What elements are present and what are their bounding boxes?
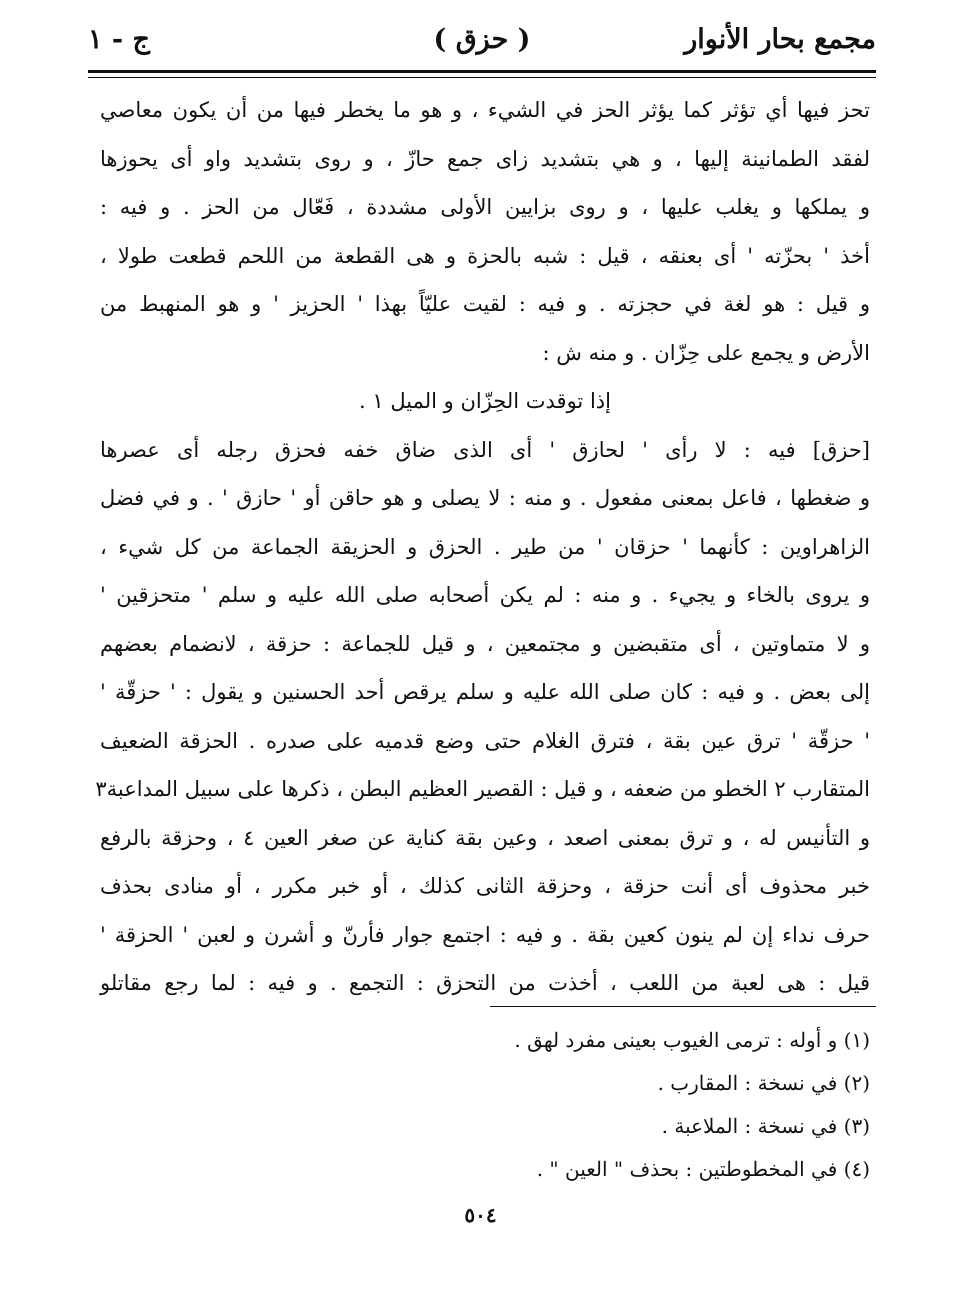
text-line: و قيل : هو لغة في حجزته . و فيه : لقيت عليّاً بهذا ' الحزيز ' و هو المنهبط من — [100, 292, 870, 316]
footnote: (١) و أوله : ترمى الغيوب بعينى مفرد لهق . — [514, 1028, 870, 1052]
text-line: و لا متماوتين ، أى متقبضين و مجتمعين ، و قيل للجماعة : حزقة ، لانضمام بعضهم — [100, 631, 870, 656]
volume-label: ج - ١ — [88, 24, 150, 55]
footnote: (٢) في نسخة : المقارب . — [657, 1071, 870, 1095]
text-line: ' حزقّة ' ترق عين بقة ، فترق الغلام حتى وضع قدميه على صدره . الحزقة الضعيف — [100, 728, 870, 753]
text-line: قيل : هى لعبة من اللعب ، أخذت من التحزق : التجمع . و فيه : لما رجع مقاتلو — [100, 971, 870, 995]
text-line: و ضغطها ، فاعل بمعنى مفعول . و منه : لا يصلى و هو حاقن أو ' حازق ' . و في فضل — [100, 486, 870, 510]
page-number: ٥٠٤ — [464, 1203, 497, 1227]
text-line: و يملكها و يغلب عليها ، و روى بزايين الأولى مشددة ، فَعّال من الحز . و فيه : — [100, 195, 870, 219]
text-line: أخذ ' بحزّته ' أى بعنقه ، قيل : شبه بالحزة و هى القطعة من اللحم قطعت طولا ، — [100, 243, 870, 268]
footnote: (٣) في نسخة : الملاعبة . — [661, 1114, 870, 1138]
text-line: و يروى بالخاء و يجيء . و منه : لم يكن أصحابه صلى الله عليه و سلم ' متحزقين ' — [100, 583, 870, 607]
book-title: مجمع بحار الأنوار — [684, 24, 876, 55]
text-line: [حزق] فيه : لا رأى ' لحازق ' أى الذى ضاق خفه فحزق رجله أى عصرها — [100, 437, 870, 462]
footnotes — [100, 1019, 870, 1191]
footnote: (٤) في المخطوطتين : بحذف " العين " . — [536, 1157, 870, 1181]
text-line: إلى بعض . و فيه : كان صلى الله عليه و سلم يرقص أحد الحسنين و يقول : ' حزقّة ' — [100, 680, 870, 704]
page-header — [88, 18, 876, 66]
header-rule-thin — [88, 77, 876, 78]
text-line: خبر محذوف أى أنت حزقة ، وحزقة الثانى كذلك ، أو خبر مكرر ، أو منادى بحذف — [100, 874, 870, 898]
text-line: حرف نداء إن لم ينون كعين بقة . و فيه : اجتمع جوار فأرنّ و أشرن و لعبن ' الحزقة ' — [100, 922, 870, 947]
text-line: و التأنيس له ، و ترق بمعنى اصعد ، وعين بقة كناية عن صغر العين ٤ ، وحزقة بالرفع — [100, 825, 870, 850]
verse-line: إذا توقدت الحِزّان و الميل ١ . — [359, 389, 611, 413]
header-rule-thick — [88, 70, 876, 73]
entry-heading: ( حزق ) — [433, 24, 531, 55]
text-line: لفقد الطمانينة إليها ، و هي بتشديد زاى جمع حازّ ، و روى بتشديد واو أى يحوزها — [100, 146, 870, 171]
footnote-rule — [490, 1006, 876, 1007]
text-line: المتقارب ٢ الخطو من ضعفه ، و قيل : القصير العظيم البطن ، ذكرها على سبيل المداعبة٣ — [95, 777, 870, 801]
text-line: الأرض و يجمع على حِزّان . و منه ش : — [542, 340, 870, 365]
text-line: الزاهراوين : كأنهما ' حزقان ' من طير . الحزق و الحزيقة الجماعة من كل شيء ، — [100, 534, 870, 559]
text-line: تحز فيها أي تؤثر كما يؤثر الحز في الشيء ، و هو ما يخطر فيها من أن يكون معاصي — [100, 98, 870, 122]
main-text — [95, 86, 870, 1008]
